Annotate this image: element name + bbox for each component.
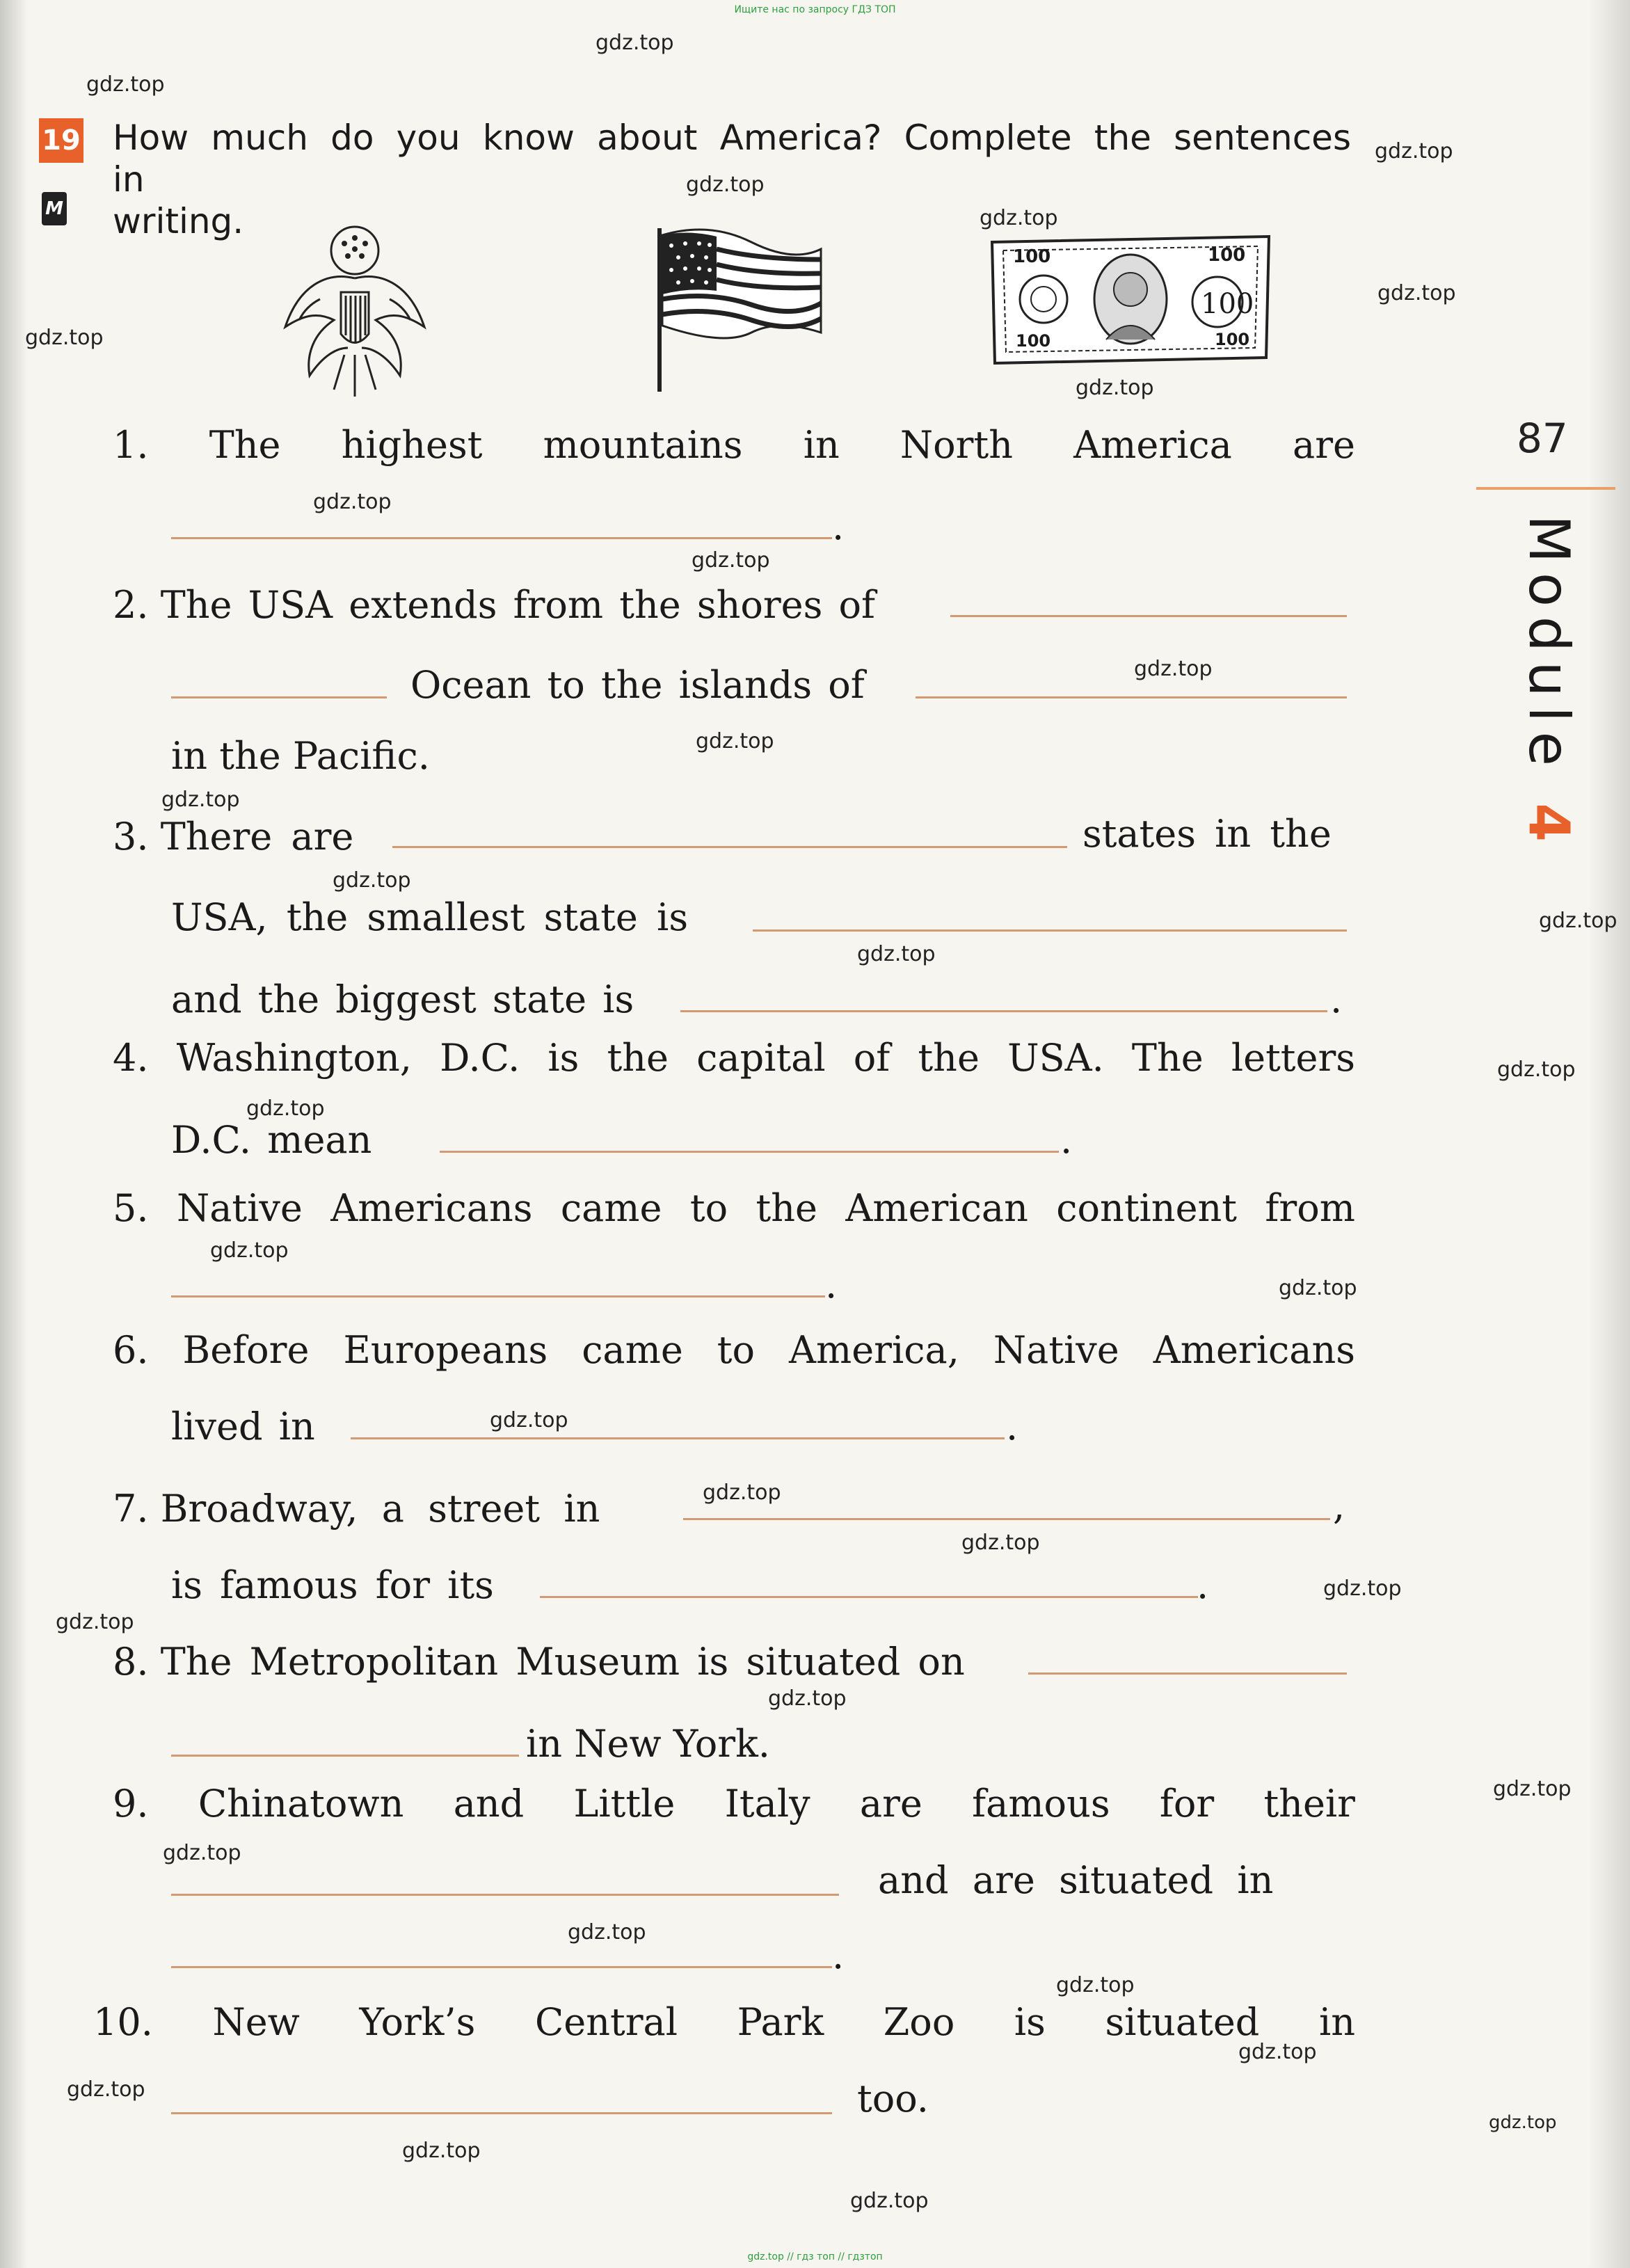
sentence-text: in New York. xyxy=(526,1722,770,1766)
sentence-8-line-2 xyxy=(526,1720,770,1768)
word: capital xyxy=(696,1036,826,1080)
watermark: gdz.top xyxy=(703,1480,781,1505)
answer-blank[interactable] xyxy=(351,1405,1005,1439)
watermark: gdz.top xyxy=(490,1408,568,1432)
sentence-number: 8. xyxy=(113,1640,149,1684)
sentence-8-line-1 xyxy=(113,1638,965,1686)
answer-blank[interactable] xyxy=(171,505,832,539)
word: are xyxy=(1293,423,1355,467)
sentence-10-line-2 xyxy=(857,2075,929,2123)
word: to xyxy=(717,1328,756,1372)
sentence-number: 5. xyxy=(113,1186,149,1230)
answer-blank[interactable] xyxy=(171,1263,825,1297)
page-shadow-left xyxy=(0,0,28,2268)
word: continent xyxy=(1056,1186,1237,1230)
sentence-text: There are xyxy=(160,815,354,859)
word: are xyxy=(859,1782,922,1826)
sentence-3-line-3 xyxy=(171,975,634,1024)
watermark: gdz.top xyxy=(768,1686,847,1711)
word: Before xyxy=(182,1328,310,1372)
bill-value-top-left: 100 xyxy=(1013,246,1051,267)
sentence-2-line-1 xyxy=(113,581,875,630)
word: situated xyxy=(1105,2000,1260,2044)
sentence-9-line-3 xyxy=(171,1931,844,1980)
watermark: gdz.top xyxy=(1493,1777,1572,1801)
answer-blank[interactable] xyxy=(171,1934,832,1968)
watermark: gdz.top xyxy=(980,206,1058,230)
watermark: gdz.top xyxy=(857,942,936,966)
sentence-7-end: . xyxy=(1197,1563,1209,1607)
sentence-text: The USA extends from the shores of xyxy=(160,583,876,627)
answer-blank[interactable] xyxy=(171,1723,519,1757)
sentence-4-line-1 xyxy=(113,1034,1355,1083)
word: came xyxy=(582,1328,683,1372)
sentence-text: and are situated in xyxy=(878,1858,1274,1902)
word: Italy xyxy=(724,1782,810,1826)
watermark: gdz.top xyxy=(1076,376,1154,400)
sentence-7-line-1 xyxy=(113,1485,600,1533)
sentence-3-line-1 xyxy=(113,813,353,861)
word: York’s xyxy=(359,2000,476,2044)
sentence-3-line-2 xyxy=(171,893,688,942)
usa-flag-icon xyxy=(647,221,828,395)
word: North xyxy=(900,423,1013,467)
word: The xyxy=(209,423,281,467)
sentence-number: 10. xyxy=(93,2000,153,2044)
word: America xyxy=(1073,423,1232,467)
sentence-4-line-2 xyxy=(171,1116,371,1165)
answer-blank[interactable] xyxy=(683,1486,1330,1520)
word: to xyxy=(689,1186,728,1230)
watermark: gdz.top xyxy=(1134,657,1213,681)
sentence-1-line-2 xyxy=(171,502,844,551)
word: the xyxy=(756,1186,817,1230)
word: D.C. xyxy=(440,1036,520,1080)
sentence-1-line-1 xyxy=(113,421,1355,470)
sentence-text: Ocean to the islands of xyxy=(410,663,865,707)
word: Central xyxy=(534,2000,678,2044)
sentence-number: 7. xyxy=(113,1487,149,1531)
watermark: gdz.top xyxy=(961,1531,1040,1555)
bill-value-center: 100 xyxy=(1201,288,1254,320)
watermark: gdz.top xyxy=(86,72,165,97)
watermark: gdz.top xyxy=(161,788,240,812)
sentence-number: 4. xyxy=(113,1036,149,1080)
sentence-text: USA, the smallest state is xyxy=(171,895,689,939)
word: American xyxy=(845,1186,1028,1230)
module-word: Module xyxy=(1517,515,1581,776)
sentence-number: 2. xyxy=(113,583,149,627)
watermark: gdz.top xyxy=(67,2077,145,2102)
hundred-dollar-bill xyxy=(988,235,1273,365)
word: USA. xyxy=(1007,1036,1104,1080)
sentence-7-line-2 xyxy=(171,1561,494,1610)
sentence-6-line-2 xyxy=(171,1403,315,1451)
instruction-line-2: writing. xyxy=(113,201,244,241)
answer-blank[interactable] xyxy=(171,2080,832,2114)
watermark: gdz.top xyxy=(163,1841,241,1865)
sentence-3-end: . xyxy=(1330,977,1343,1021)
word: Europeans xyxy=(343,1328,548,1372)
sentence-text: too. xyxy=(857,2077,929,2121)
watermark: gdz.top xyxy=(686,173,765,197)
word: mountains xyxy=(543,423,743,467)
sentence-number: 9. xyxy=(113,1782,149,1826)
sentence-6-line-1 xyxy=(113,1326,1355,1375)
word: for xyxy=(1159,1782,1215,1826)
word: America, xyxy=(789,1328,959,1372)
word: is xyxy=(548,1036,580,1080)
watermark: gdz.top xyxy=(1489,2112,1557,2133)
watermark: gdz.top xyxy=(1323,1576,1402,1601)
top-banner: Ищите нас по запросу ГДЗ ТОП xyxy=(734,4,896,15)
watermark: gdz.top xyxy=(692,548,770,573)
sentence-text: in the Pacific. xyxy=(171,734,430,778)
multimedia-badge: M xyxy=(42,192,67,225)
answer-blank[interactable] xyxy=(1028,1640,1347,1675)
watermark: gdz.top xyxy=(313,490,392,514)
word: The xyxy=(1131,1036,1204,1080)
answer-blank[interactable] xyxy=(540,1564,1198,1598)
watermark: gdz.top xyxy=(1056,1973,1135,1997)
module-tab xyxy=(1517,515,1581,852)
sentence-text: Broadway, a street in xyxy=(160,1487,600,1531)
sentence-text: states in the xyxy=(1082,812,1332,856)
word: Chinatown xyxy=(198,1782,404,1826)
sentence-2-line-2 xyxy=(410,661,865,710)
word: from xyxy=(1265,1186,1355,1230)
answer-blank[interactable] xyxy=(171,664,387,698)
watermark: gdz.top xyxy=(1238,2040,1317,2064)
sentence-number: 6. xyxy=(113,1328,149,1372)
sentence-2-line-3 xyxy=(171,732,430,781)
page-shadow-right xyxy=(1588,0,1630,2268)
sentence-9-line-1 xyxy=(113,1780,1355,1828)
answer-blank[interactable] xyxy=(680,978,1327,1012)
watermark: gdz.top xyxy=(1539,909,1617,933)
sentence-7-comma: , xyxy=(1333,1484,1345,1528)
watermark: gdz.top xyxy=(850,2189,929,2213)
watermark: gdz.top xyxy=(210,1238,289,1263)
word: Native xyxy=(993,1328,1119,1372)
word: Native xyxy=(176,1186,303,1230)
watermark: gdz.top xyxy=(1377,281,1456,305)
period: . xyxy=(832,504,845,548)
sentence-text: and the biggest state is xyxy=(171,977,634,1021)
bill-value-top-right: 100 xyxy=(1208,245,1246,266)
sentence-text: lived in xyxy=(171,1405,315,1448)
watermark: gdz.top xyxy=(56,1610,134,1634)
answer-blank[interactable] xyxy=(392,814,1067,848)
word: Zoo xyxy=(883,2000,955,2044)
word: the xyxy=(607,1036,669,1080)
word: famous xyxy=(972,1782,1110,1826)
answer-blank[interactable] xyxy=(171,1862,839,1896)
sentence-4-end: . xyxy=(1060,1118,1073,1162)
watermark: gdz.top xyxy=(246,1096,325,1121)
word: came xyxy=(560,1186,662,1230)
word: Little xyxy=(573,1782,676,1826)
bottom-banner: gdz.top // гдз топ // гдзтоп xyxy=(747,2251,883,2262)
watermark: gdz.top xyxy=(1279,1276,1357,1300)
bill-value-bottom-left: 100 xyxy=(1016,331,1051,351)
sentence-text: D.C. mean xyxy=(171,1118,372,1162)
sentence-number: 1. xyxy=(113,423,149,467)
watermark: gdz.top xyxy=(402,2139,481,2163)
word: in xyxy=(803,423,840,467)
word: is xyxy=(1014,2000,1046,2044)
watermark: gdz.top xyxy=(25,326,104,350)
sentence-10-line-1 xyxy=(93,1998,1355,2047)
word: Park xyxy=(737,2000,824,2044)
word: their xyxy=(1263,1782,1355,1826)
sentence-text: is famous for its xyxy=(171,1563,494,1607)
word: Washington, xyxy=(176,1036,412,1080)
word: Americans xyxy=(330,1186,533,1230)
sentence-6-end: . xyxy=(1006,1405,1018,1448)
module-number: 4 xyxy=(1517,803,1581,852)
module-divider xyxy=(1476,487,1615,490)
sentence-3-line-1b xyxy=(1082,810,1332,859)
bill-value-bottom-right: 100 xyxy=(1215,330,1250,349)
word: Americans xyxy=(1153,1328,1355,1372)
eagle-seal-icon xyxy=(278,216,431,404)
watermark: gdz.top xyxy=(333,868,411,893)
word: New xyxy=(212,2000,300,2044)
answer-blank[interactable] xyxy=(950,583,1347,617)
sentence-number: 3. xyxy=(113,815,149,859)
watermark: gdz.top xyxy=(568,1920,646,1944)
watermark: gdz.top xyxy=(596,31,674,55)
word: the xyxy=(918,1036,980,1080)
word: in xyxy=(1318,2000,1355,2044)
page-number: 87 xyxy=(1517,415,1568,462)
watermark: gdz.top xyxy=(1497,1057,1576,1082)
answer-blank[interactable] xyxy=(753,897,1347,932)
word: letters xyxy=(1231,1036,1355,1080)
period: . xyxy=(825,1263,838,1307)
exercise-number-badge: 19 xyxy=(39,118,83,163)
answer-blank[interactable] xyxy=(916,664,1347,698)
sentence-9-line-2 xyxy=(878,1856,1273,1905)
watermark: gdz.top xyxy=(696,729,774,753)
sentence-5-line-2 xyxy=(171,1261,837,1309)
period: . xyxy=(832,1933,845,1977)
answer-blank[interactable] xyxy=(440,1119,1059,1153)
word: highest xyxy=(341,423,483,467)
word: and xyxy=(453,1782,525,1826)
sentence-5-line-1 xyxy=(113,1184,1355,1233)
watermark: gdz.top xyxy=(1375,139,1453,163)
word: of xyxy=(853,1036,890,1080)
sentence-text: The Metropolitan Museum is situated on xyxy=(160,1640,965,1684)
instruction-line-1: How much do you know about America? Complete the sentences in xyxy=(113,118,1351,200)
